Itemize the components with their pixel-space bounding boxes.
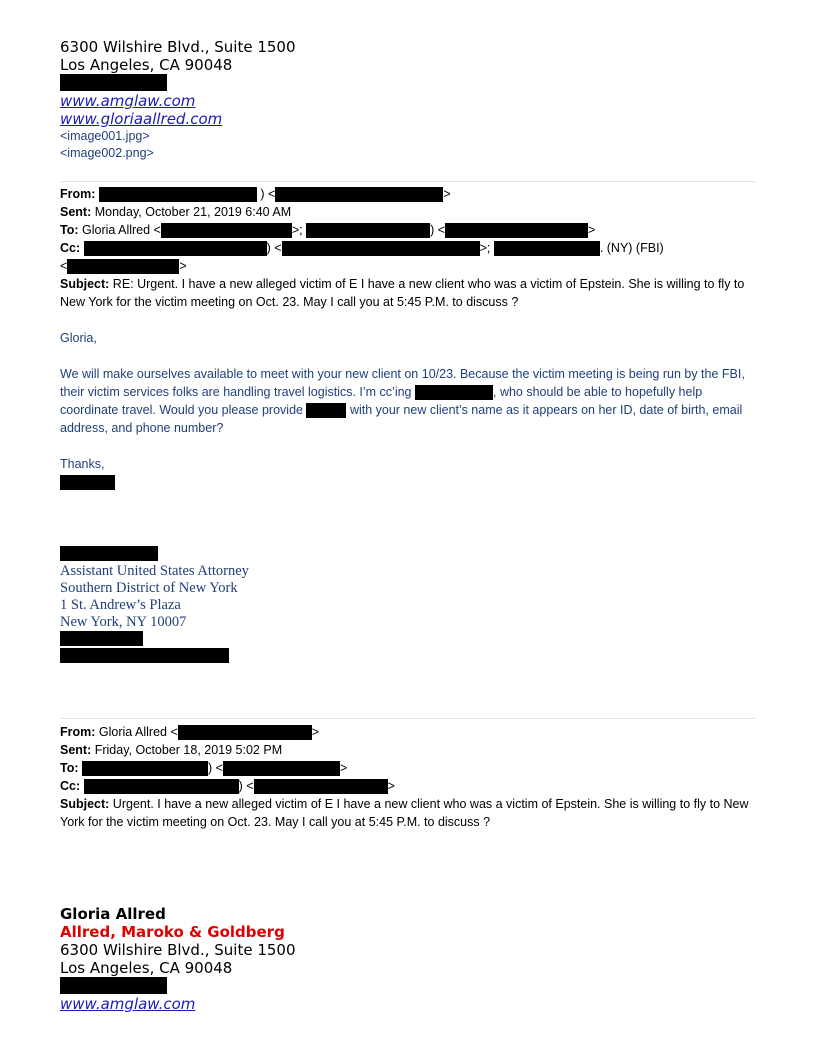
subject-value: Urgent. I have a new alleged victim of E I have a new client who was a victim of Epstein. She is willing to fly to New York for the victim meeting on Oct. 23. May I call you at 5:45 P.M. to discuss ? [60,797,749,829]
email1-sent-row [60,203,291,221]
redaction-block [178,725,312,740]
redaction-block [60,977,167,994]
email2-sent-row [60,741,282,759]
sig-title: Assistant United States Attorney [60,563,249,579]
redaction-block [82,761,208,776]
redaction-block [60,475,115,490]
from-value: Gloria Allred < [98,725,178,739]
email1-to-row [60,221,595,239]
email1-cc-row [60,239,664,257]
bracket-text: ) < [238,779,254,793]
cc-label: Cc: [60,779,81,793]
redaction-block [161,223,292,238]
email2-from-row [60,723,319,741]
redaction-block [275,187,443,202]
bracket-text: > [588,223,596,237]
attachment-image002: <image002.png> [60,146,154,160]
top-address-line1: 6300 Wilshire Blvd., Suite 1500 [60,38,296,56]
bracket-text: > [311,725,320,739]
sent-label: Sent: [60,205,92,219]
redaction-block [415,385,493,400]
email2-to-row [60,759,347,777]
bottom-address-line1: 6300 Wilshire Blvd., Suite 1500 [60,941,296,959]
bracket-text: > [443,187,451,201]
subject-value: RE: Urgent. I have a new alleged victim of E I have a new client who was a victim of Epstein. She is willing to fly to New York for the victim meeting on Oct. 23. May I call you at 5:45 P.M. to discuss ? [60,277,745,309]
cc-suffix: . (NY) (FBI) [599,241,664,255]
sig-office: Southern District of New York [60,580,238,596]
bracket-text: ) < [266,241,282,255]
email2-cc-row [60,777,395,795]
sig-address2: New York, NY 10007 [60,614,187,630]
thanks: Thanks, [60,457,105,471]
bracket-text: ) < [260,187,276,201]
bottom-address-line2: Los Angeles, CA 90048 [60,959,233,977]
amglaw-link[interactable]: www.amglaw.com [60,92,196,110]
redaction-block [60,546,158,561]
redaction-block [254,779,388,794]
redaction-block [99,187,257,202]
body-text: , who should be able to hopefully help coordinate travel. Would you please provide [60,385,703,417]
redaction-block [445,223,588,238]
sent-value: Friday, October 18, 2019 5:02 PM [94,743,283,757]
to-name: Gloria Allred < [82,223,161,237]
bracket-text: > [387,779,395,793]
email2-subject-row [60,795,756,831]
sig-firm: Allred, Maroko & Goldberg [60,923,285,941]
redaction-block [60,631,143,646]
sent-value: Monday, October 21, 2019 6:40 AM [94,205,292,219]
subject-label: Subject: [60,797,110,811]
redaction-block [282,241,480,256]
attachment-image001: <image001.jpg> [60,129,150,143]
divider [60,718,756,719]
email1-cc-row2 [60,257,187,275]
to-label: To: [60,223,79,237]
redaction-block [84,779,239,794]
to-label: To: [60,761,79,775]
bracket-text: > [179,259,187,273]
redaction-block [60,648,229,663]
from-label: From: [60,187,96,201]
body-text: We will make ourselves available to meet with your new client on 10/23. Because the victim meeting is being run by the FBI, their victim services folks are handling travel logistics. I’m cc’ing [60,367,745,399]
redaction-block [306,403,346,418]
redaction-block [84,241,267,256]
amglaw-link[interactable]: www.amglaw.com [60,995,196,1013]
cc-label: Cc: [60,241,81,255]
bracket-text: < [60,259,68,273]
bracket-text: >; [479,241,494,255]
email1-from-row [60,185,451,203]
sig-name: Gloria Allred [60,905,166,923]
body-paragraph [60,365,760,437]
redaction-block [67,259,179,274]
divider [60,181,756,182]
bracket-text: >; [291,223,307,237]
redaction-block [60,74,167,91]
from-label: From: [60,725,96,739]
top-address-line2: Los Angeles, CA 90048 [60,56,233,74]
sig-address1: 1 St. Andrew’s Plaza [60,597,181,613]
gloriaallred-link[interactable]: www.gloriaallred.com [60,110,223,128]
subject-label: Subject: [60,277,110,291]
body-text: with your new client’s name as it appears on her ID, date of birth, email address, and phone number? [60,403,743,435]
redaction-block [494,241,600,256]
greeting: Gloria, [60,331,97,345]
redaction-block [306,223,430,238]
bracket-text: ) < [208,761,223,775]
sent-label: Sent: [60,743,92,757]
bracket-text: > [339,761,348,775]
bracket-text: ) < [430,223,446,237]
redaction-block [223,761,340,776]
email1-subject-row [60,275,760,311]
